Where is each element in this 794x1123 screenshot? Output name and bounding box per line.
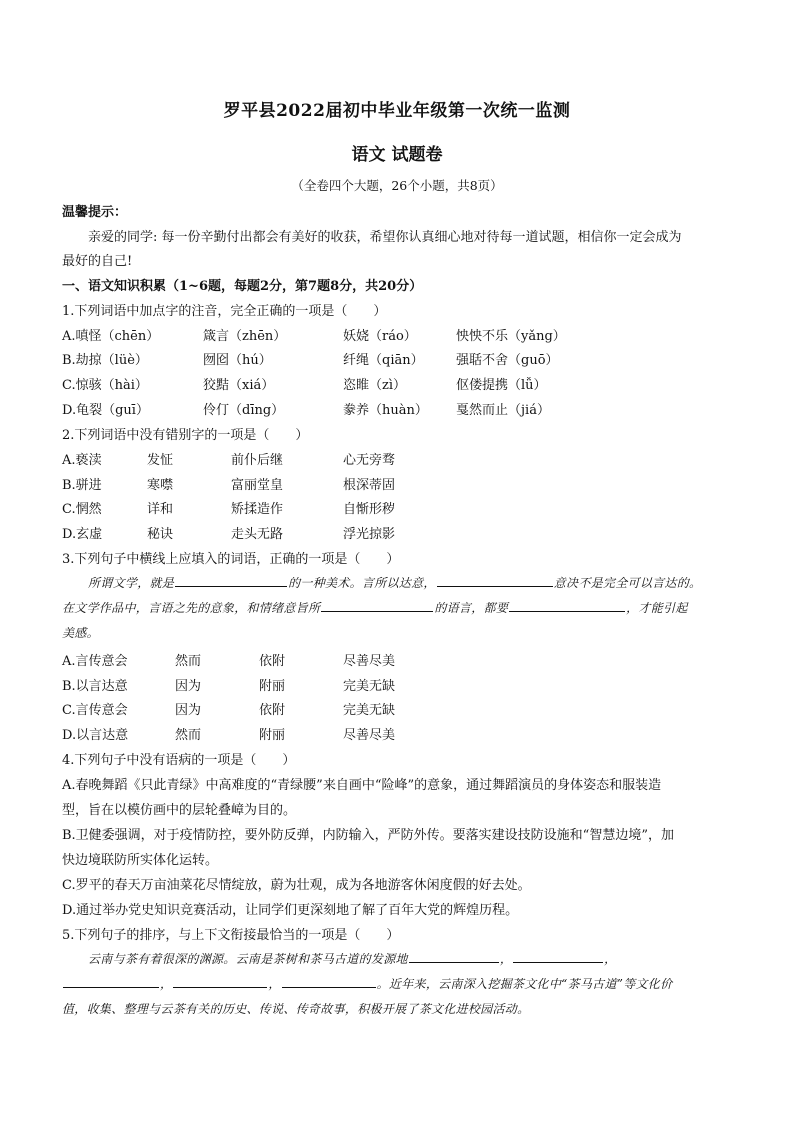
q5-p2c: 。近年来，云南深入挖掘茶文化中“茶马古道”等文化价 bbox=[376, 977, 673, 991]
q4-option-a-line-1: A.春晚舞蹈《只此青绿》中高难度的“青绿腰”来自画中“险峰”的意象，通过舞蹈演员的身体姿态和服装造 bbox=[62, 778, 662, 793]
tips-line-2: 最好的自己! bbox=[62, 254, 133, 269]
q2-stem: 2.下列词语中没有错别字的一项是（ ） bbox=[62, 428, 309, 443]
q3-p2a: 在文学作品中，言语之先的意象，和情绪意旨所 bbox=[62, 601, 321, 615]
q3-c-2: 因为 bbox=[175, 703, 202, 718]
q4-option-d: D.通过举办党史知识竞赛活动，让同学们更深刻地了解了百年大党的辉煌历程。 bbox=[62, 903, 519, 918]
q3-blank-1[interactable] bbox=[175, 576, 287, 587]
q3-p2c: ，才能引起 bbox=[626, 601, 688, 615]
q3-c-4: 完美无缺 bbox=[343, 703, 396, 718]
q5-blank-1[interactable] bbox=[409, 952, 499, 963]
q5-p2b: ， bbox=[268, 977, 281, 991]
q1-b-3: 纤绳（qiān） bbox=[343, 353, 424, 368]
q1-stem: 1.下列词语中加点字的注音，完全正确的一项是（ ） bbox=[62, 304, 387, 319]
section-1-heading: 一、语文知识积累（1~6题，每题2分，第7题8分，共20分） bbox=[62, 279, 423, 294]
q5-blank-2[interactable] bbox=[513, 952, 603, 963]
exam-subtitle: 语文 试题卷 bbox=[351, 145, 443, 165]
q2-b-3: 富丽堂皇 bbox=[231, 478, 284, 493]
q1-d-4: 戛然而止（jiá） bbox=[456, 403, 550, 418]
q2-a-1: A.亵渎 bbox=[62, 453, 102, 468]
q5-passage-line-3: 值，收集、整理与云茶有关的历史、传说、传奇故事，积极开展了茶文化进校园活动。 bbox=[62, 1002, 530, 1016]
q3-d-2: 然而 bbox=[175, 728, 202, 743]
q3-a-4: 尽善尽美 bbox=[343, 654, 396, 669]
q3-b-3: 附丽 bbox=[259, 679, 286, 694]
q1-d-2: 伶仃（dīng） bbox=[203, 403, 285, 418]
q3-passage-line-3: 美感。 bbox=[62, 626, 99, 640]
q1-b-1: B.劫掠（lüè） bbox=[62, 353, 148, 368]
q5-p1c: ， bbox=[604, 952, 617, 966]
q5-blank-5[interactable] bbox=[282, 977, 376, 988]
tips-label: 温馨提示： bbox=[62, 205, 128, 220]
q2-d-1: D.玄虚 bbox=[62, 527, 103, 542]
q4-stem: 4.下列句子中没有语病的一项是（ ） bbox=[62, 753, 296, 768]
q1-b-4: 强聒不舍（guō） bbox=[456, 353, 559, 368]
q2-c-4: 自惭形秽 bbox=[343, 502, 396, 517]
q4-option-a-line-2: 型，旨在以模仿画中的层轮叠嶂为目的。 bbox=[62, 803, 297, 818]
q3-a-3: 依附 bbox=[259, 654, 286, 669]
q1-a-2: 箴言（zhēn） bbox=[203, 329, 287, 344]
q3-a-1: A.言传意会 bbox=[62, 654, 128, 669]
q1-c-2: 狡黠（xiá） bbox=[203, 378, 275, 393]
q3-p1c: 意决不是完全可以言达的。 bbox=[553, 576, 702, 590]
q5-passage-line-2 bbox=[62, 975, 672, 992]
exam-title: 罗平县2022届初中毕业年级第一次统一监测 bbox=[223, 101, 571, 121]
q2-d-3: 走头无路 bbox=[231, 527, 284, 542]
q3-b-2: 因为 bbox=[175, 679, 202, 694]
q3-a-2: 然而 bbox=[175, 654, 202, 669]
q2-d-2: 秘诀 bbox=[147, 527, 174, 542]
q1-a-3: 妖娆（ráo） bbox=[343, 329, 417, 344]
q2-a-3: 前仆后继 bbox=[231, 453, 284, 468]
q5-p2a: ， bbox=[160, 977, 173, 991]
q3-d-3: 附丽 bbox=[259, 728, 286, 743]
q4-option-b-line-2: 快边境联防所实体化运转。 bbox=[62, 853, 219, 868]
q2-d-4: 浮光掠影 bbox=[343, 527, 396, 542]
q4-option-c: C.罗平的春天万亩油菜花尽情绽放，蔚为壮观，成为各地游客休闲度假的好去处。 bbox=[62, 878, 531, 893]
q3-p2b: 的语言，都要 bbox=[434, 601, 509, 615]
q2-b-4: 根深蒂固 bbox=[343, 478, 396, 493]
q5-passage-line-1 bbox=[88, 950, 616, 967]
q3-c-3: 依附 bbox=[259, 703, 286, 718]
q3-d-1: D.以言达意 bbox=[62, 728, 129, 743]
q1-d-1: D.龟裂（guī） bbox=[62, 403, 149, 418]
q5-blank-4[interactable] bbox=[173, 977, 267, 988]
q1-b-2: 囫囵（hú） bbox=[203, 353, 272, 368]
q1-a-4: 怏怏不乐（yǎng） bbox=[456, 329, 566, 344]
q3-b-1: B.以言达意 bbox=[62, 679, 128, 694]
q2-a-2: 发怔 bbox=[147, 453, 174, 468]
q1-c-3: 恣睢（zì） bbox=[343, 378, 407, 393]
q3-passage-line-1 bbox=[88, 574, 701, 591]
q5-p1a: 云南与茶有着很深的渊源。云南是茶树和茶马古道的发源地 bbox=[88, 952, 408, 966]
q3-stem: 3.下列句子中横线上应填入的词语，正确的一项是（ ） bbox=[62, 552, 400, 567]
q1-c-1: C.惊骇（hài） bbox=[62, 378, 148, 393]
q2-b-1: B.骈进 bbox=[62, 478, 102, 493]
q2-a-4: 心无旁骛 bbox=[343, 453, 396, 468]
q3-blank-4[interactable] bbox=[509, 601, 625, 612]
exam-note: （全卷四个大题，26个小题，共8页） bbox=[291, 178, 503, 193]
q2-c-3: 矫揉造作 bbox=[231, 502, 284, 517]
q3-p1b: 的一种美术。言所以达意， bbox=[288, 576, 436, 590]
tips-line-1: 亲爱的同学: 每一份辛勤付出都会有美好的收获，希望你认真细心地对待每一道试题，相信你一定会成为 bbox=[88, 230, 682, 245]
q5-p1b: ， bbox=[499, 952, 513, 966]
q3-b-4: 完美无缺 bbox=[343, 679, 396, 694]
q1-a-1: A.嗔怪（chēn） bbox=[62, 329, 160, 344]
q5-stem: 5.下列句子的排序，与上下文衔接最恰当的一项是（ ） bbox=[62, 928, 400, 943]
q2-c-1: C.惘然 bbox=[62, 502, 102, 517]
q5-blank-3[interactable] bbox=[63, 977, 159, 988]
q3-blank-2[interactable] bbox=[437, 576, 553, 587]
q4-option-b-line-1: B.卫健委强调，对于疫情防控，要外防反弹，内防输入，严防外传。要落实建设技防设施和“智慧边境”，加 bbox=[62, 828, 674, 843]
q3-p1a: 所谓文学，就是 bbox=[88, 576, 175, 590]
q2-c-2: 详和 bbox=[147, 502, 174, 517]
q1-d-3: 豢养（huàn） bbox=[343, 403, 428, 418]
q2-b-2: 寒噤 bbox=[147, 478, 174, 493]
q3-passage-line-2 bbox=[62, 599, 688, 616]
q1-c-4: 伛偻提携（lǚ） bbox=[456, 378, 547, 393]
q3-d-4: 尽善尽美 bbox=[343, 728, 396, 743]
q3-c-1: C.言传意会 bbox=[62, 703, 128, 718]
q3-blank-3[interactable] bbox=[321, 601, 433, 612]
